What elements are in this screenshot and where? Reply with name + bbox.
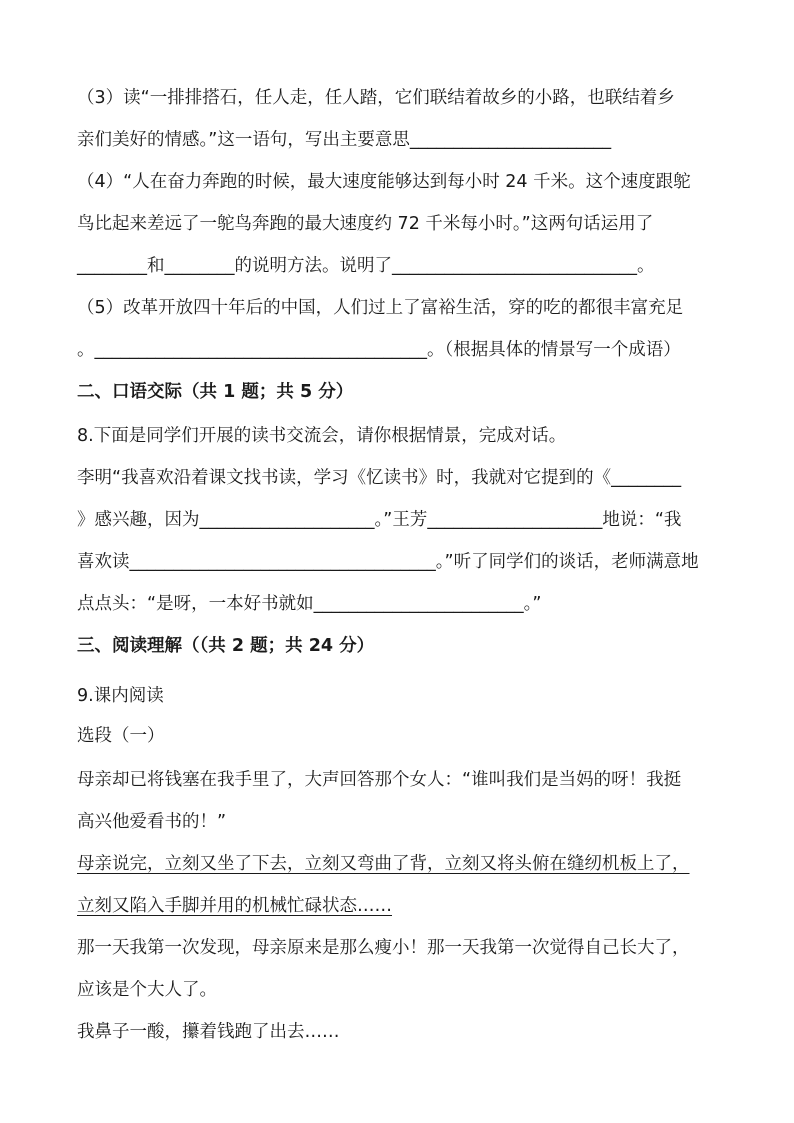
question-5-line-2: 。______________________________________。（根据具体的情景写一个成语） [77, 340, 681, 360]
paragraph-4-line-1: 我鼻子一酸，攥着钱跑了出去…… [77, 1022, 340, 1042]
question-3-line-2: 亲们美好的情感。”这一语句，写出主要意思_______________________ [77, 130, 612, 150]
question-8-line-4: 喜欢读___________________________________。”听了同学们的谈话，老师满意地 [77, 552, 699, 572]
question-8-line-2: 李明“我喜欢沿着课文找书读，学习《忆读书》时，我就对它提到的《________ [77, 468, 682, 488]
question-8-line-5: 点点头：“是呀，一本好书就如________________________。” [77, 594, 542, 614]
question-4-line-1: （4）“人在奋力奔跑的时候，最大速度能够达到每小时 24 千米。这个速度跟鸵 [77, 172, 691, 192]
question-9-title: 9.课内阅读 [77, 686, 164, 706]
underlined-paragraph-line-1: 母亲说完，立刻又坐了下去，立刻又弯曲了背，立刻又将头俯在缝纫机板上了， [77, 854, 690, 874]
excerpt-label: 选段（一） [77, 726, 165, 746]
paragraph-1-line-2: 高兴他爱看书的！” [77, 812, 227, 832]
section-2-heading: 二、口语交际（共 1 题；共 5 分） [77, 382, 354, 402]
underlined-paragraph-line-2: 立刻又陷入手脚并用的机械忙碌状态…… [77, 896, 392, 916]
paragraph-3-line-2: 应该是个大人了。 [77, 980, 217, 1000]
question-8-line-3: 》感兴趣，因为____________________。”王芳____________________地说：“我 [77, 510, 682, 530]
question-4-line-3: ________和________的说明方法。说明了____________________________。 [77, 256, 655, 276]
question-8-line-1: 8.下面是同学们开展的读书交流会，请你根据情景，完成对话。 [77, 426, 567, 446]
paragraph-3-line-1: 那一天我第一次发现，母亲原来是那么瘦小！那一天我第一次觉得自己长大了， [77, 938, 690, 958]
question-3-line-1: （3）读“一排排搭石，任人走，任人踏，它们联结着故乡的小路，也联结着乡 [77, 88, 675, 108]
question-4-line-2: 鸟比起来差远了一鸵鸟奔跑的最大速度约 72 千米每小时。”这两句话运用了 [77, 214, 654, 234]
question-5-line-1: （5）改革开放四十年后的中国，人们过上了富裕生活，穿的吃的都很丰富充足 [77, 298, 684, 318]
paragraph-1-line-1: 母亲却已将钱塞在我手里了，大声回答那个女人：“谁叫我们是当妈的呀！我挺 [77, 770, 682, 790]
section-3-heading: 三、阅读理解（（共 2 题；共 24 分） [77, 636, 375, 656]
